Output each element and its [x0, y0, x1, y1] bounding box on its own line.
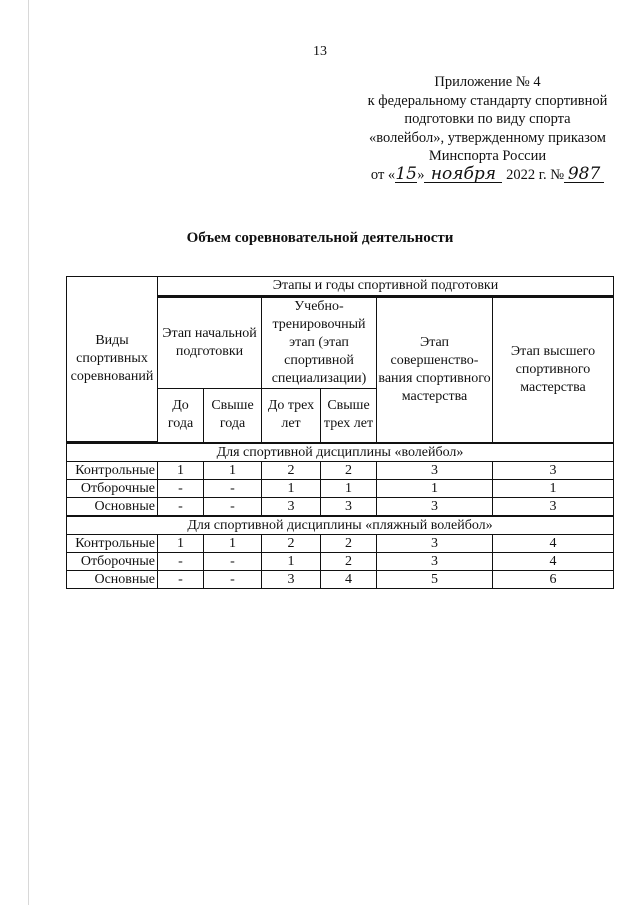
date-prefix: от « — [370, 166, 396, 183]
cell-value: 6 — [493, 571, 614, 589]
stage-header-improvement: Этап совершенство-вания спортивного мастерства — [377, 297, 493, 443]
table-row — [67, 480, 614, 498]
cell-value: 1 — [158, 535, 204, 553]
cell-value: 1 — [204, 535, 262, 553]
row-label: Отборочные — [67, 553, 158, 571]
cell-value: 3 — [321, 498, 377, 517]
cell-value: - — [158, 498, 204, 517]
subcol-over-three-years: Свыше трех лет — [321, 389, 377, 443]
cell-value: 1 — [204, 462, 262, 480]
section-title: Для спортивной дисциплины «пляжный волейбол» — [67, 516, 614, 535]
date-mid: » — [417, 166, 425, 183]
page-number: 13 — [313, 44, 327, 59]
group-header-cell: Этапы и годы спортивной подготовки — [158, 277, 614, 297]
document-title: Объем соревновательной деятельности — [186, 230, 454, 246]
cell-value: 1 — [377, 480, 493, 498]
cell-value: 4 — [493, 553, 614, 571]
table-row — [67, 553, 614, 571]
table-row — [67, 462, 614, 480]
stage-header-training: Учебно-тренировочный этап (этап спортивной специализации) — [262, 297, 377, 389]
section-title: Для спортивной дисциплины «волейбол» — [67, 443, 614, 462]
table-row — [67, 535, 614, 553]
cell-value: 2 — [262, 535, 321, 553]
cell-value: 2 — [321, 553, 377, 571]
subcol-over-year: Свыше года — [204, 389, 262, 443]
cell-value: 3 — [377, 462, 493, 480]
row-label: Контрольные — [67, 535, 158, 553]
cell-value: - — [204, 498, 262, 517]
cell-value: 3 — [262, 498, 321, 517]
subcol-up-to-three-years: До трех лет — [262, 389, 321, 443]
cell-value: 3 — [262, 571, 321, 589]
row-header-cell: Виды спортивных соревнований — [67, 277, 158, 443]
cell-value: 1 — [262, 480, 321, 498]
cell-value: 2 — [262, 462, 321, 480]
cell-value: - — [204, 571, 262, 589]
table-row — [67, 498, 614, 517]
cell-value: - — [158, 571, 204, 589]
appendix-line: «волейбол», утвержденному приказом — [369, 129, 606, 146]
subcol-up-to-year: До года — [158, 389, 204, 443]
row-label: Контрольные — [67, 462, 158, 480]
row-label: Основные — [67, 571, 158, 589]
appendix-line: к федеральному стандарту спортивной — [367, 92, 608, 109]
cell-value: 3 — [493, 498, 614, 517]
competition-volume-table — [66, 276, 614, 589]
appendix-line: подготовки по виду спорта — [404, 111, 571, 127]
cell-value: 5 — [377, 571, 493, 589]
cell-value: 2 — [321, 462, 377, 480]
stage-header-higher: Этап высшего спортивного мастерства — [493, 297, 614, 443]
cell-value: 4 — [493, 535, 614, 553]
date-day: 15 — [395, 163, 417, 184]
cell-value: - — [158, 553, 204, 571]
cell-value: 2 — [321, 535, 377, 553]
cell-value: 4 — [321, 571, 377, 589]
cell-value: - — [204, 480, 262, 498]
cell-value: 1 — [262, 553, 321, 571]
cell-value: 3 — [377, 535, 493, 553]
row-label: Отборочные — [67, 480, 158, 498]
cell-value: 3 — [377, 498, 493, 517]
cell-value: 3 — [493, 462, 614, 480]
table-row — [67, 571, 614, 589]
appendix-line: Минспорта России — [428, 148, 547, 164]
date-month: ноября — [424, 167, 502, 183]
cell-value: - — [204, 553, 262, 571]
cell-value: 1 — [158, 462, 204, 480]
cell-value: 1 — [321, 480, 377, 498]
appendix-block — [345, 73, 630, 184]
cell-value: 1 — [493, 480, 614, 498]
row-label: Основные — [67, 498, 158, 517]
cell-value: - — [158, 480, 204, 498]
page-edge — [28, 0, 29, 905]
stage-header-initial: Этап начальной подготовки — [158, 297, 262, 389]
order-date-line — [345, 163, 630, 185]
cell-value: 3 — [377, 553, 493, 571]
date-year: 2022 г. № — [506, 166, 565, 183]
appendix-title: Приложение № 4 — [434, 74, 541, 90]
order-number: 987 — [564, 167, 604, 183]
